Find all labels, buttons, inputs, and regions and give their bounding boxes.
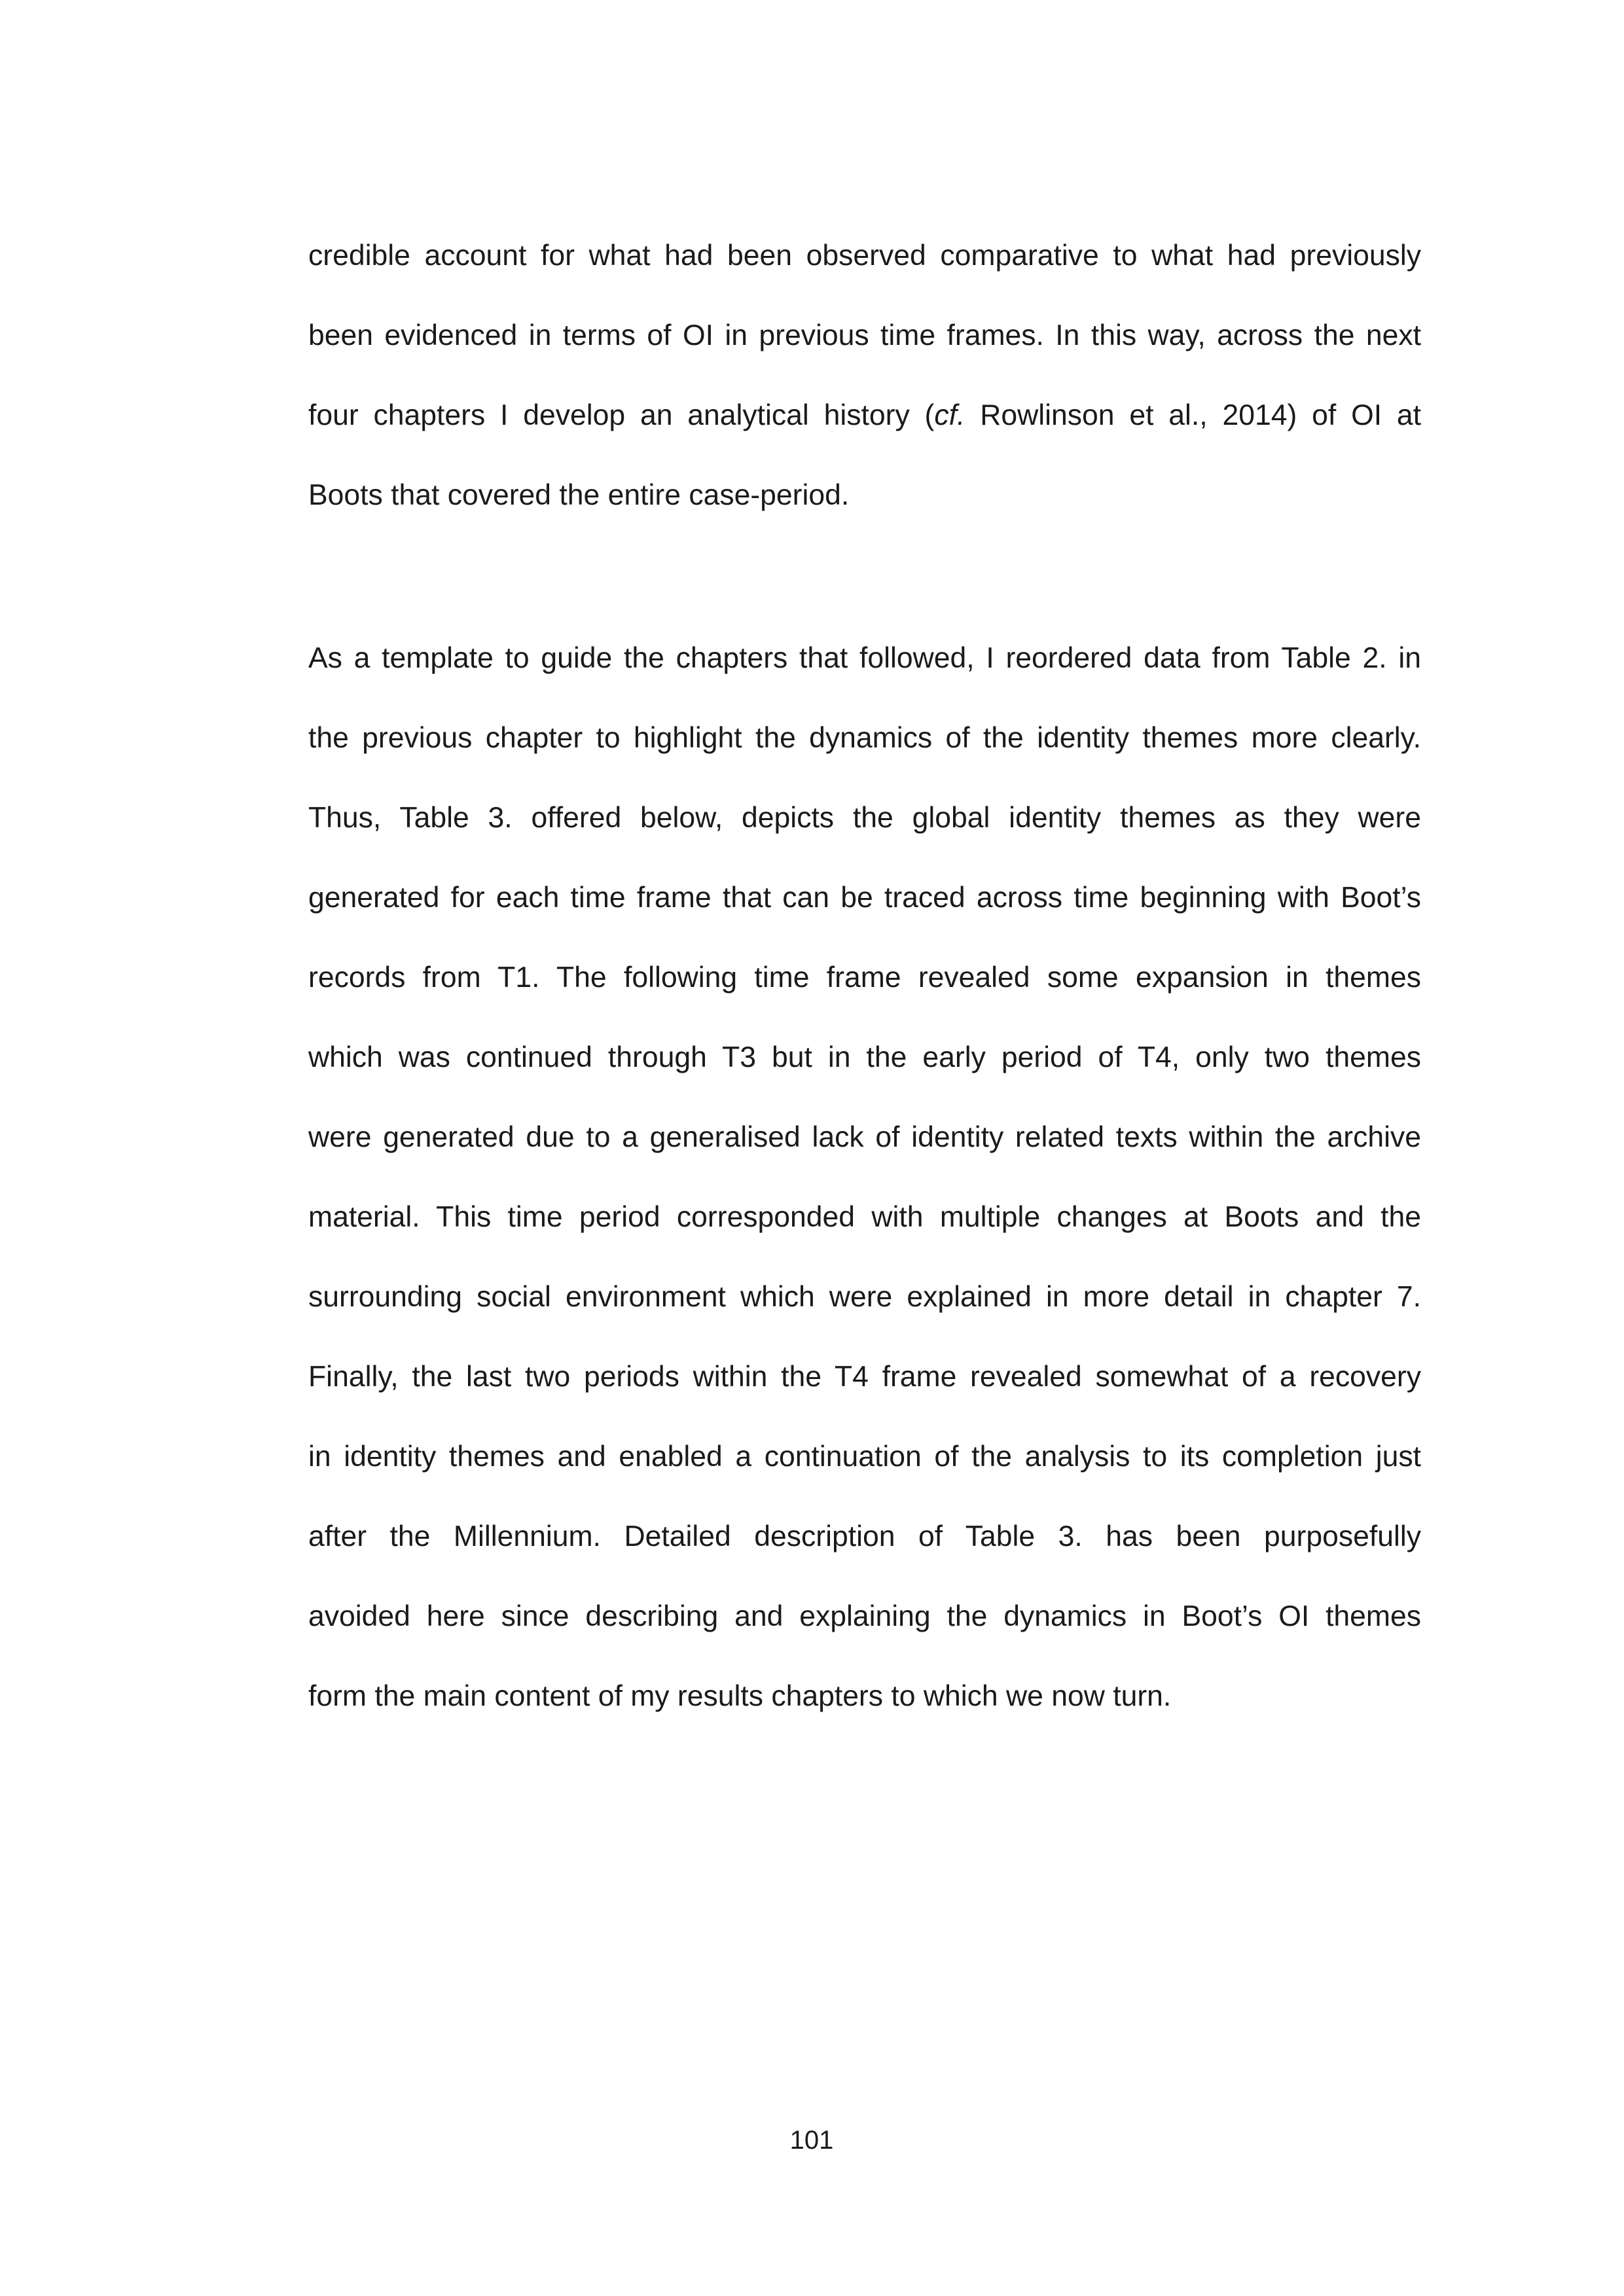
text-line: in identity themes and enabled a continuation of the analysis to its completion just: [308, 1441, 1421, 1473]
text-line: credible account for what had been observed comparative to what had previously: [308, 240, 1421, 272]
text-line: Finally, the last two periods within the T4 frame revealed somewhat of a recovery: [308, 1361, 1421, 1393]
text-line: form the main content of my results chapters to which we now turn.: [308, 1680, 1172, 1712]
text-line: four chapters I develop an analytical history (cf. Rowlinson et al., 2014) of OI at: [308, 399, 1422, 431]
text-line: were generated due to a generalised lack of identity related texts within the archive: [308, 1121, 1421, 1153]
text-line: Thus, Table 3. offered below, depicts the global identity themes as they were: [308, 802, 1421, 834]
text-line: the previous chapter to highlight the dynamics of the identity themes more clearly.: [308, 722, 1421, 754]
text-line: surrounding social environment which were explained in more detail in chapter 7.: [308, 1281, 1421, 1313]
paragraph-1: [308, 216, 1421, 535]
text-line: been evidenced in terms of OI in previous time frames. In this way, across the next: [308, 319, 1421, 351]
text-line: As a template to guide the chapters that followed, I reordered data from Table 2. in: [308, 642, 1421, 674]
text-line: avoided here since describing and explaining the dynamics in Boot’s OI themes: [308, 1600, 1421, 1632]
text-line: generated for each time frame that can be traced across time beginning with Boot’s: [308, 882, 1421, 914]
text-line: which was continued through T3 but in the early period of T4, only two themes: [308, 1041, 1421, 1073]
text-line: Boots that covered the entire case-period.: [308, 479, 850, 511]
text-line: material. This time period corresponded with multiple changes at Boots and the: [308, 1201, 1421, 1233]
text-line: records from T1. The following time frame revealed some expansion in themes: [308, 961, 1421, 994]
italic-cf: cf.: [934, 399, 965, 431]
text-line: after the Millennium. Detailed description of Table 3. has been purposefully: [308, 1520, 1421, 1552]
paragraph-2: [308, 619, 1421, 1736]
page-number: 101: [789, 2126, 834, 2155]
